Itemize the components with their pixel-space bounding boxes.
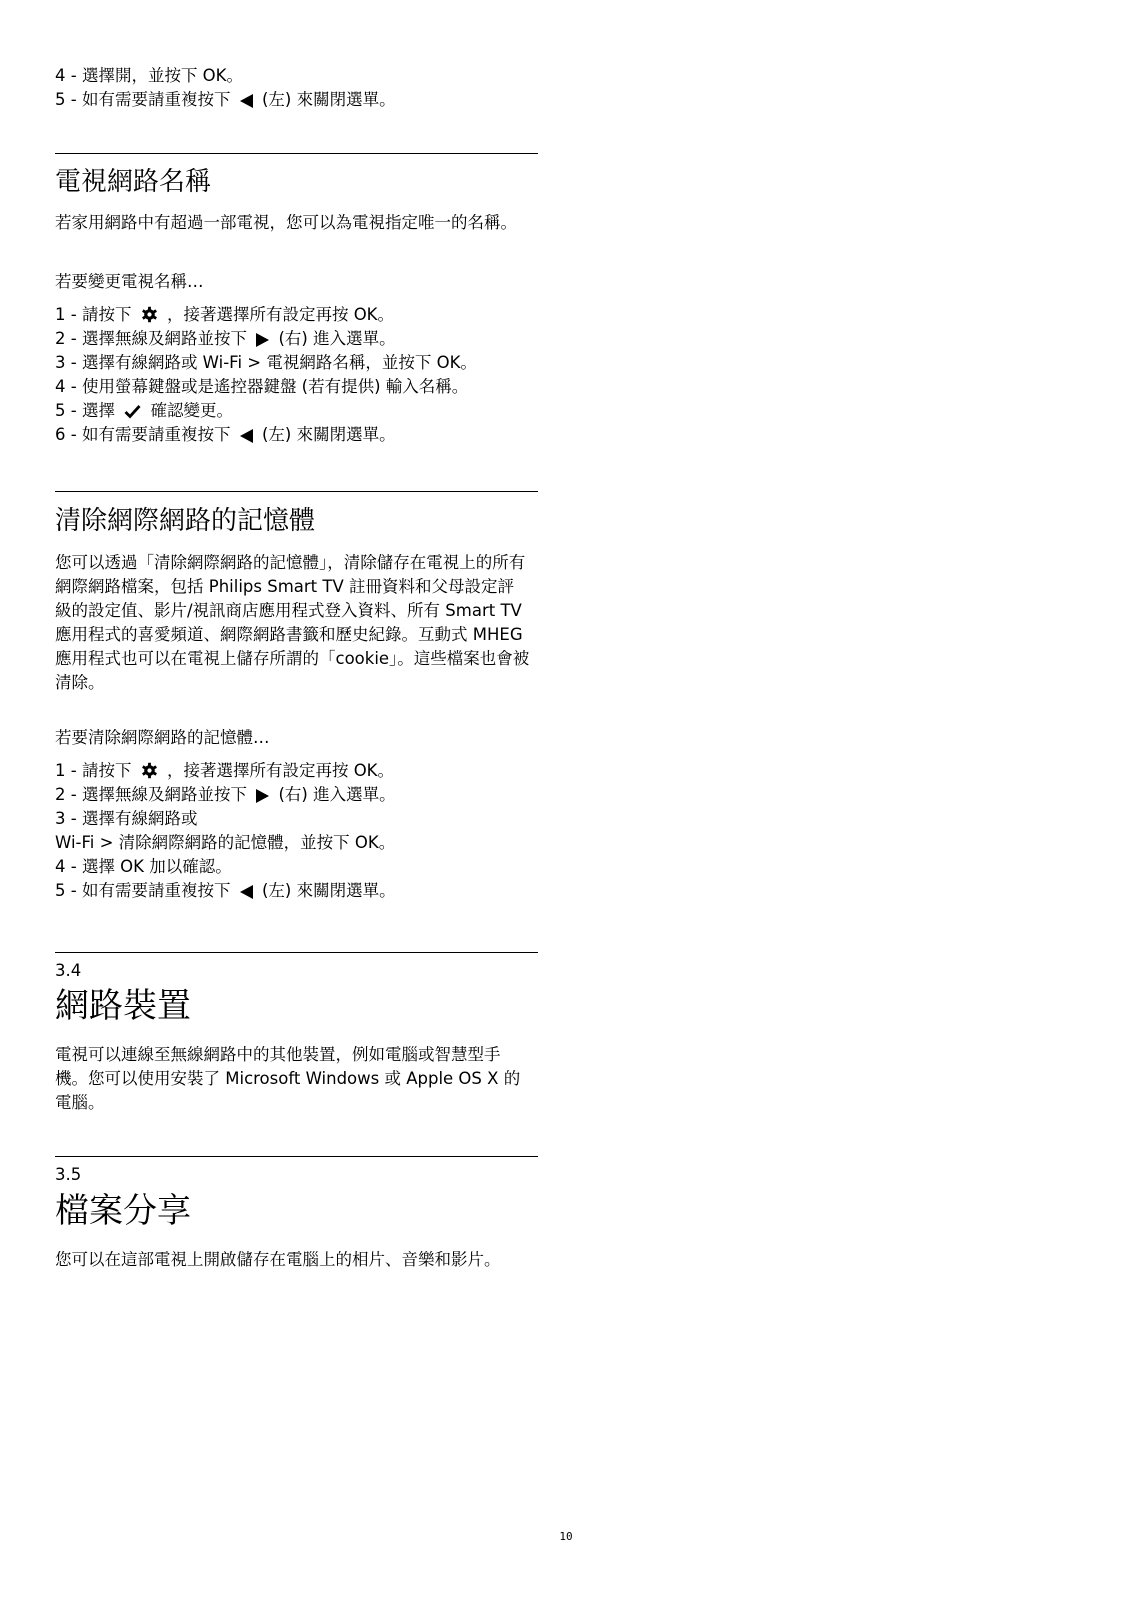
step-1 <box>55 759 396 783</box>
step-2-suffix: (右) 進入選單。 <box>278 329 396 348</box>
step-6 <box>55 423 477 447</box>
section-heading-file-sharing: 檔案分享 <box>55 1191 191 1231</box>
step-6-suffix: (左) 來關閉選單。 <box>261 425 396 444</box>
step-5-text: 5 - 如有需要請重複按下 <box>55 881 231 900</box>
clear-memory-intro-part-1: 您可以透過「清除網際網路的記憶體」，清除儲存在電視上的所有網際網路檔案，包括 Philips Smart TV 註冊資料和父母設定評級的設定值、影片/視訊商店應用程式登入資料、所有 Smart TV <box>55 553 526 620</box>
step-1-text: 1 - 請按下 <box>55 761 132 780</box>
clear-memory-lead: 若要清除網際網路的記憶體… <box>55 728 270 747</box>
step-1-text: 1 - 請按下 <box>55 305 132 324</box>
step-2-suffix: (右) 進入選單。 <box>278 785 396 804</box>
section-divider <box>55 491 538 492</box>
network-devices-body: 電視可以連線至無線網路中的其他裝置，例如電腦或智慧型手機。您可以使用安裝了 Microsoft Windows 或 Apple OS X 的電腦。 <box>55 1045 521 1112</box>
step-5-suffix: (左) 來關閉選單。 <box>261 90 396 109</box>
clear-memory-intro <box>55 551 530 695</box>
gear-icon <box>141 762 158 779</box>
section-number-3-4: 3.4 <box>55 961 82 980</box>
left-triangle-icon <box>240 94 253 108</box>
step-2-text: 2 - 選擇無線及網路並按下 <box>55 329 247 348</box>
tv-name-intro: 若家用網路中有超過一部電視，您可以為電視指定唯一的名稱。 <box>55 213 517 232</box>
clear-memory-steps <box>55 759 396 903</box>
step-1 <box>55 303 477 327</box>
step-5-text: 5 - 如有需要請重複按下 <box>55 90 231 109</box>
left-triangle-icon <box>240 429 253 443</box>
step-3-continued: Wi-Fi > 清除網際網路的記憶體，並按下 OK。 <box>55 833 396 852</box>
step-5-text: 5 - 選擇 <box>55 401 115 420</box>
section-heading-tv-network-name: 電視網路名稱 <box>55 167 212 197</box>
section-number-3-5: 3.5 <box>55 1165 82 1184</box>
clear-memory-intro-part-2: 應用程式的喜愛頻道、網際網路書籤和歷史紀錄。互動式 MHEG 應用程式也可以在電視上儲存所謂的「cookie」。這些檔案也會被清除。 <box>55 625 530 692</box>
step-6-text: 6 - 如有需要請重複按下 <box>55 425 231 444</box>
gear-icon <box>141 306 158 323</box>
step-2 <box>55 783 396 807</box>
section-heading-clear-internet-memory: 清除網際網路的記憶體 <box>55 506 316 536</box>
page-number: 10 <box>559 1530 573 1543</box>
checkmark-icon <box>124 404 141 419</box>
section-divider <box>55 153 538 154</box>
tv-name-lead: 若要變更電視名稱… <box>55 272 204 291</box>
step-5 <box>55 88 396 112</box>
section-divider <box>55 952 538 953</box>
tv-name-steps <box>55 303 477 447</box>
step-5-suffix: 確認變更。 <box>150 401 233 420</box>
step-1-suffix: ，接著選擇所有設定再按 OK。 <box>166 305 395 324</box>
section-divider <box>55 1156 538 1157</box>
right-triangle-icon <box>256 789 269 803</box>
top-steps <box>55 64 396 112</box>
step-4: 4 - 選擇開，並按下 OK。 <box>55 66 243 85</box>
right-triangle-icon <box>256 333 269 347</box>
step-1-suffix: ，接著選擇所有設定再按 OK。 <box>166 761 395 780</box>
step-5 <box>55 399 477 423</box>
step-2 <box>55 327 477 351</box>
step-5-suffix: (左) 來關閉選單。 <box>261 881 396 900</box>
step-3: 3 - 選擇有線網路或 Wi-Fi > 電視網路名稱，並按下 OK。 <box>55 353 477 372</box>
file-sharing-body: 您可以在這部電視上開啟儲存在電腦上的相片、音樂和影片。 <box>55 1250 501 1269</box>
left-triangle-icon <box>240 885 253 899</box>
step-3: 3 - 選擇有線網路或 <box>55 809 198 828</box>
section-heading-network-devices: 網路裝置 <box>55 986 191 1026</box>
step-4: 4 - 使用螢幕鍵盤或是遙控器鍵盤 (若有提供) 輸入名稱。 <box>55 377 469 396</box>
step-4: 4 - 選擇 OK 加以確認。 <box>55 857 232 876</box>
step-5 <box>55 879 396 903</box>
step-2-text: 2 - 選擇無線及網路並按下 <box>55 785 247 804</box>
